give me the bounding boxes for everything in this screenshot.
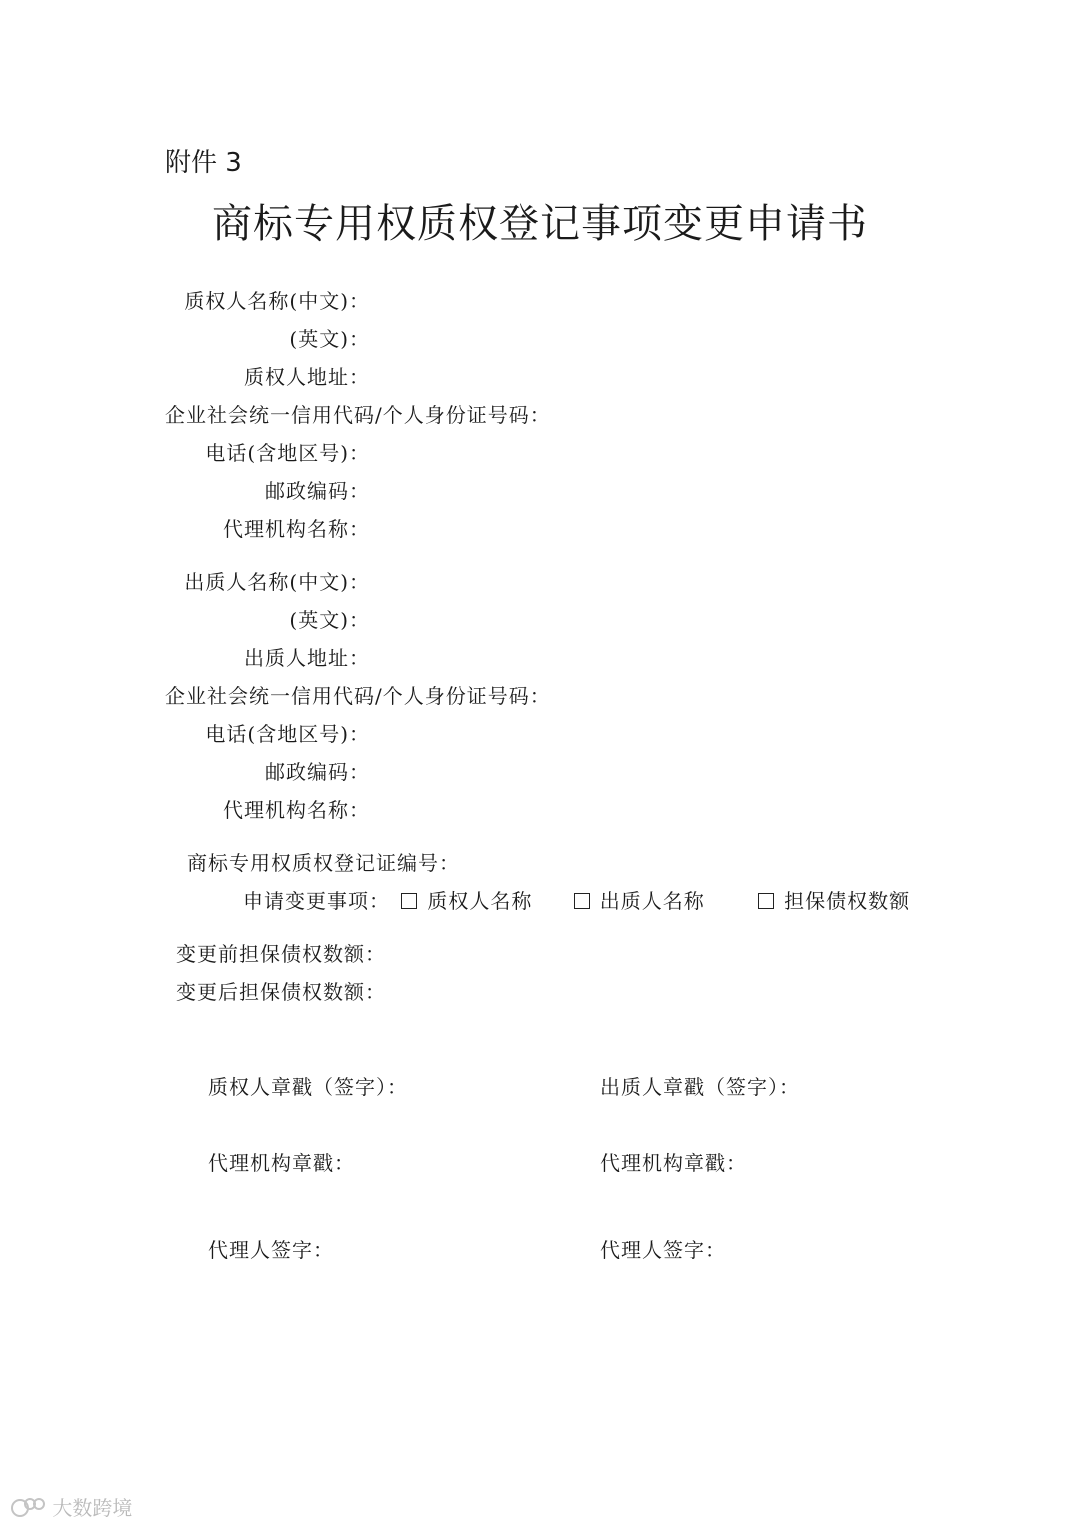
pledgee-agency-label: 代理机构名称： [223,517,370,541]
change-items-row [243,888,910,914]
registration-cert-no-label: 商标专用权质权登记证编号： [187,851,460,875]
pledgor-address-label: 出质人地址： [244,646,370,670]
attachment-label: 附件 3 [165,148,242,178]
checkbox[interactable] [574,893,590,909]
change-items-label: 申请变更事项： [243,889,390,913]
pledgee-name-en-label: (英文)： [289,327,370,351]
option-label: 出质人名称 [599,889,705,913]
agent-sign-right-label: 代理人签字： [600,1238,726,1262]
pledgor-seal-label: 出质人章戳（签字）： [600,1075,800,1099]
option-secured-amount[interactable] [758,888,910,914]
amount-before-label: 变更前担保债权数额： [176,942,386,966]
watermark [10,1492,132,1521]
watermark-logo-icon [10,1496,46,1520]
pledgee-seal-label: 质权人章戳（签字）： [208,1075,408,1099]
pledgor-name-en-label: (英文)： [289,608,370,632]
pledgee-address-label: 质权人地址： [244,365,370,389]
agent-sign-left-label: 代理人签字： [208,1238,334,1262]
pledgor-credit-code-label: 企业社会统一信用代码/个人身份证号码： [165,684,551,708]
checkbox[interactable] [401,893,417,909]
option-label: 担保债权数额 [784,889,911,913]
pledgee-postcode-label: 邮政编码： [265,479,370,503]
option-label: 质权人名称 [427,889,533,913]
option-pledgee-name[interactable] [401,888,532,914]
pledgor-phone-label: 电话(含地区号)： [205,722,370,746]
pledgor-postcode-label: 邮政编码： [265,760,370,784]
amount-after-label: 变更后担保债权数额： [176,980,386,1004]
checkbox[interactable] [758,893,774,909]
option-pledgor-name[interactable] [574,888,705,914]
page-title: 商标专用权质权登记事项变更申请书 [212,201,868,247]
watermark-text: 大数跨境 [52,1496,133,1520]
pledgee-phone-label: 电话(含地区号)： [205,441,370,465]
pledgor-name-cn-label: 出质人名称(中文)： [184,570,370,594]
pledgee-name-cn-label: 质权人名称(中文)： [184,289,370,313]
pledgor-agency-label: 代理机构名称： [223,798,370,822]
pledgee-credit-code-label: 企业社会统一信用代码/个人身份证号码： [165,403,551,427]
agency-seal-right-label: 代理机构章戳： [600,1151,747,1175]
agency-seal-left-label: 代理机构章戳： [208,1151,355,1175]
